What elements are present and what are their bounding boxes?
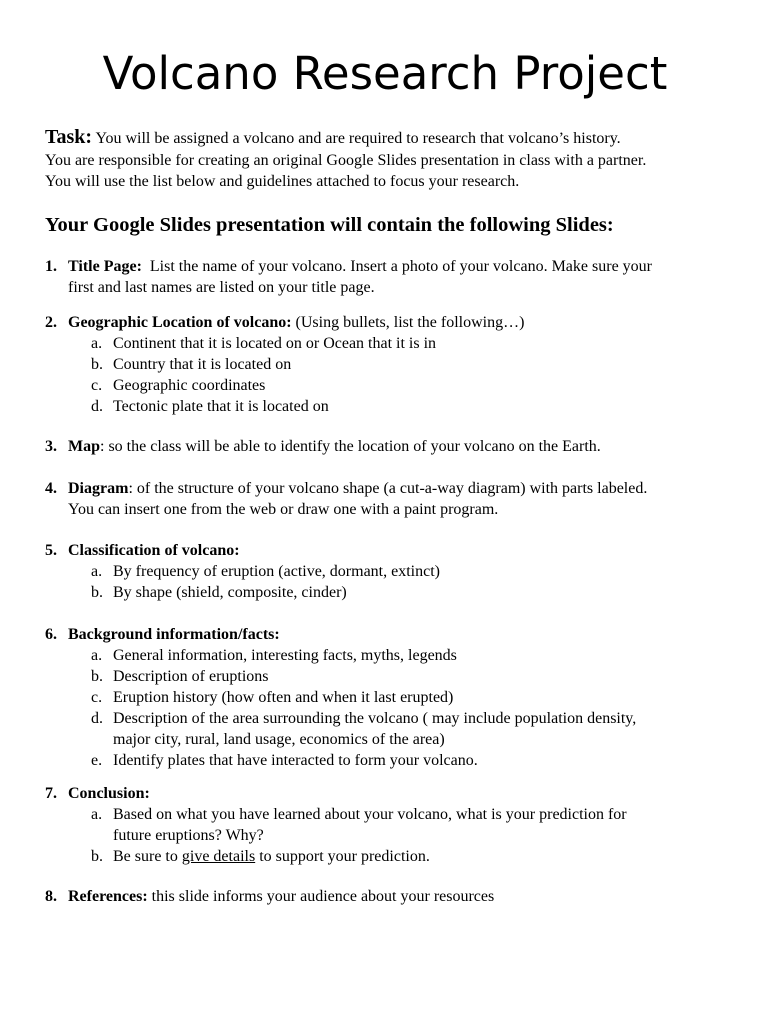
item-text: this slide informs your audience about your resources [147,888,495,905]
list-item-geographic-location [45,312,735,417]
sub-text: Description of eruptions [113,668,269,685]
task-line-2: You are responsible for creating an original Google Slides presentation in class with a partner. [45,151,647,169]
item-text: (Using bullets, list the following…) [295,314,525,331]
sub-text: By frequency of eruption (active, dormant, extinct) [113,563,440,580]
underlined-text: give details [181,848,256,865]
sub-letter: a. [91,335,103,352]
sub-text-continued: future eruptions? Why? [113,827,264,844]
sub-item [91,333,735,354]
task-paragraph [45,127,745,193]
sub-text: Based on what you have learned about your volcano, what is your prediction for [113,806,627,823]
sub-letter: a. [91,647,103,664]
item-label: Diagram [68,480,129,497]
sub-item [91,396,735,417]
list-item-diagram [45,478,735,520]
item-text-continued: first and last names are listed on your title page. [68,279,375,296]
sub-letter: b. [91,356,103,373]
list-item-background [45,624,735,771]
sub-text: Continent that it is located on or Ocean that it is in [113,335,437,352]
sub-item [91,582,735,603]
item-label: Geographic Location of volcano: [68,314,292,331]
sub-item [91,561,735,582]
list-number: 5. [45,542,57,559]
item-text: List the name of your volcano. Insert a photo of your volcano. Make sure your [149,258,652,275]
task-line-1: You will be assigned a volcano and are required to research that volcano’s history. [95,130,621,147]
list-number: 3. [45,438,57,455]
item-label: Background information/facts: [68,626,280,643]
item-label: Classification of volcano: [68,542,240,559]
list-number: 1. [45,258,57,275]
sub-letter: e. [91,752,103,769]
sub-text-post: to support your prediction. [255,848,430,865]
section-heading: Your Google Slides presentation will contain the following Slides: [45,214,614,236]
sub-item [91,375,735,396]
sub-item [91,354,735,375]
sub-letter: b. [91,668,103,685]
sub-text: Identify plates that have interacted to form your volcano. [113,752,478,769]
list-item-classification [45,540,735,603]
list-item-references [45,886,735,907]
sub-item [91,645,735,666]
sub-text: Tectonic plate that it is located on [113,398,329,415]
sub-letter: c. [91,377,103,394]
sub-item [91,846,735,867]
sub-item [91,666,735,687]
sub-text-continued: major city, rural, land usage, economics of the area) [113,731,445,748]
list-number: 6. [45,626,57,643]
sub-text: By shape (shield, composite, cinder) [113,584,347,601]
sub-text: Country that it is located on [113,356,292,373]
sub-item [91,687,735,708]
item-label: Conclusion: [68,785,150,802]
list-number: 7. [45,785,57,802]
sub-item [91,804,735,846]
sub-text-pre: Be sure to [113,848,182,865]
task-label: Task: [45,126,93,148]
sub-letter: c. [91,689,103,706]
list-item-title-page [45,256,735,298]
list-item-map [45,436,735,457]
sub-letter: a. [91,563,103,580]
item-text: : so the class will be able to identify the location of your volcano on the Earth. [100,438,601,455]
sub-text: Geographic coordinates [113,377,266,394]
sub-item [91,708,735,750]
item-label: Map [68,438,100,455]
sub-text: General information, interesting facts, myths, legends [113,647,457,664]
list-number: 2. [45,314,57,331]
item-label: Title Page: [68,258,142,275]
sub-item [91,750,735,771]
sub-text: Eruption history (how often and when it last erupted) [113,689,454,706]
item-text-continued: You can insert one from the web or draw one with a paint program. [68,501,499,518]
sub-letter: a. [91,806,103,823]
sub-letter: d. [91,398,103,415]
sub-letter: b. [91,848,103,865]
task-line-3: You will use the list below and guidelines attached to focus your research. [45,173,520,190]
sub-letter: b. [91,584,103,601]
item-label: References: [68,888,148,905]
list-item-conclusion [45,783,735,867]
list-number: 4. [45,480,57,497]
item-text: : of the structure of your volcano shape (a cut-a-way diagram) with parts labeled. [128,480,648,497]
sub-text: Description of the area surrounding the volcano ( may include population density, [113,710,637,727]
sub-letter: d. [91,710,103,727]
list-number: 8. [45,888,57,905]
page-title: Volcano Research Project [102,47,668,100]
